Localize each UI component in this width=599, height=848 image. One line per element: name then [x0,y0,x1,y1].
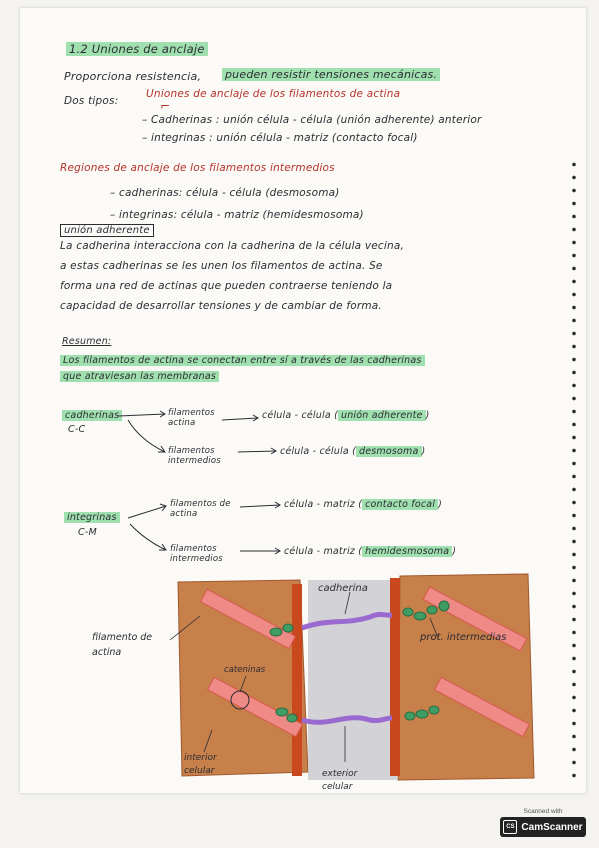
intro-line-2b: Uniones de anclaje de los filamentos de actina [146,88,401,100]
section-title: 1.2 Uniones de anclaje [66,42,208,56]
bullet-integrinas-actina: – integrinas : unión célula - matriz (contacto focal) [142,132,418,144]
resumen-line-2: que atraviesan las membranas [60,371,219,382]
scheme-int-actina-result-b: contacto focal [362,499,438,510]
scheme-cadherinas: cadherinas [62,410,122,421]
scheme-int-branch-actina: filamentos de actina [170,499,231,519]
scheme-int-actina-result: célula - matriz ( contacto focal ) [284,499,443,510]
camscanner-logo-icon: CS [503,820,517,834]
label-cell-interior: interior celular [184,753,217,776]
paragraph-line-2: a estas cadherinas se les unen los filamentos de actina. Se [60,260,383,272]
resumen-line-1: Los filamentos de actina se conectan entre sí a través de las cadherinas [60,355,425,366]
scheme-cad-intermedios-result: célula - célula ( desmosoma ) [280,446,426,457]
scheme-int-intermedios-result-b: hemidesmosoma [362,546,452,557]
watermark-brand-box [500,817,586,837]
right-membrane [390,578,400,776]
intro-line-1b: pueden resistir tensiones mecánicas. [222,68,440,81]
boxed-term: unión adherente [60,224,154,237]
scheme-int-intermedios-result-a: célula - matriz ( [284,546,363,557]
watermark-brand-text: CamScanner [521,821,583,833]
intro-line-2a: Dos tipos: [64,95,119,107]
paragraph-line-1: La cadherina interacciona con la cadherina de la célula vecina, [60,240,405,252]
subheading-intermediate: Regiones de anclaje de los filamentos intermedios [60,162,335,174]
extracellular-space [308,580,398,780]
scheme-int-intermedios-result: célula - matriz ( hemidesmosoma ) [284,546,457,557]
camscanner-watermark [500,808,586,842]
scheme-cad-actina-result-a: célula - célula ( [262,410,338,421]
paragraph-line-4: capacidad de desarrollar tensiones y de cambiar de forma. [60,300,382,312]
scheme-cad-actina-result: célula - célula ( unión adherente ) [262,410,430,421]
arrow-mark: ⌐ [160,99,171,113]
resumen-heading: Resumen: [62,336,112,347]
scheme-cad-branch-intermedios: filamentos intermedios [168,446,221,466]
watermark-scanned-text: Scanned with [523,808,563,815]
bullet-integrinas-hemidesmosoma: – integrinas: célula - matriz (hemidesmosoma) [110,209,364,221]
scheme-integrinas-sub: C-M [78,527,97,538]
scheme-cadherinas-sub: C-C [68,424,86,435]
bullet-cadherinas-desmosoma: – cadherinas: célula - célula (desmosoma) [110,187,340,199]
label-catenins: cateninas [224,665,266,675]
label-cell-exterior: exterior celular [322,769,358,792]
scheme-cad-intermedios-result-b: desmosoma [356,446,422,457]
label-intermediate-proteins: prot. intermedias [420,632,507,643]
label-cadherina: cadherina [318,583,368,594]
label-actin-filament: filamento de actina [92,632,153,658]
scheme-cad-branch-actina: filamentos actina [168,408,215,428]
bullet-cadherinas-actina: – Cadherinas : unión célula - célula (unión adherente) anterior [142,114,482,126]
scheme-cad-intermedios-result-a: célula - célula ( [280,446,356,457]
scheme-integrinas: integrinas [64,512,120,523]
left-membrane [292,584,302,776]
scheme-int-branch-intermedios: filamentos intermedios [170,544,223,564]
right-cell [398,574,534,780]
paragraph-line-3: forma una red de actinas que pueden contraerse teniendo la [60,280,393,292]
intro-line-1a: Proporciona resistencia, [64,70,202,83]
scheme-int-actina-result-a: célula - matriz ( [284,499,363,510]
scheme-cad-actina-result-b: unión adherente [338,410,426,421]
